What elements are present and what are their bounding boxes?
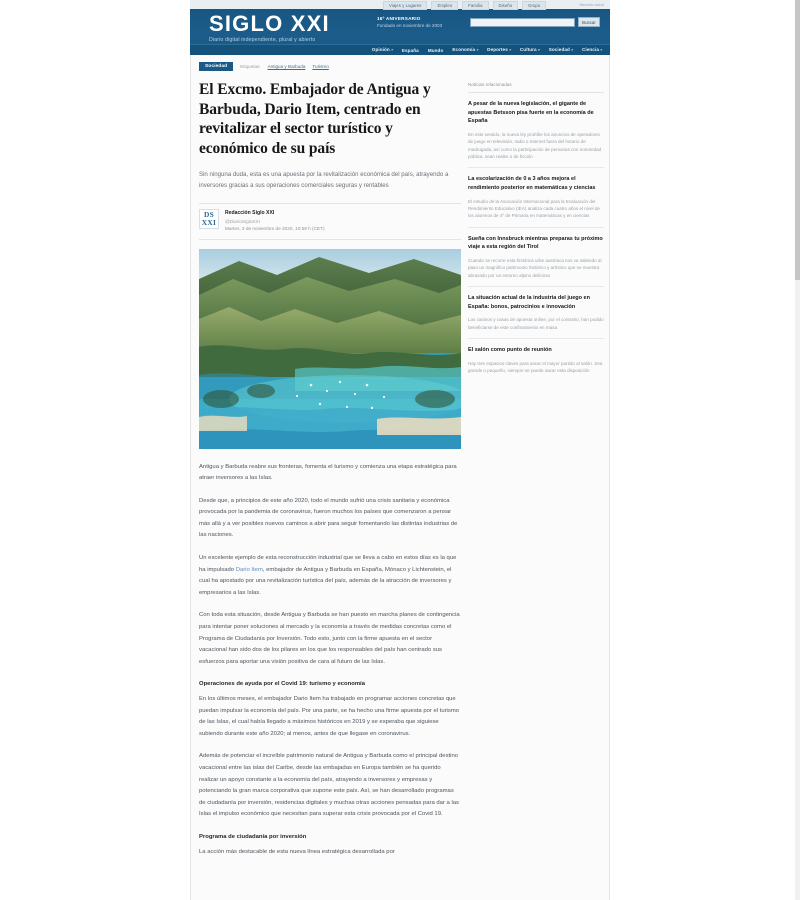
nav-item-cultura[interactable]: Cultura ▾ [519, 47, 540, 52]
anniversary-title: 16º ANIVERSARIO [377, 16, 421, 21]
body-paragraph: La acción más destacable de esta nueva línea estratégica desarrollada por [199, 848, 395, 855]
utility-topbar [190, 0, 610, 9]
site-logo-tagline: Diario digital independiente, plural y abierto [209, 37, 316, 43]
breadcrumb [190, 58, 610, 74]
tag-link-antigua[interactable]: Antigua y Barbuda [267, 63, 306, 69]
related-news-item[interactable] [468, 294, 604, 339]
inline-link-dario-item[interactable]: Dario Item [235, 566, 263, 573]
utility-link-grupo[interactable]: Grupo [522, 1, 546, 10]
article-byline [199, 203, 461, 240]
article-headline: El Excmo. Embajador de Antigua y Barbuda, Dario Item, centrado en revitalizar el sector turístico y económico de su país [199, 81, 431, 157]
related-news-item[interactable] [468, 100, 604, 168]
main-navigation [190, 44, 610, 55]
related-news-title[interactable]: La escolarización de 0 a 3 años mejora el rendimiento posterior en matemáticas y ciencias [468, 176, 596, 191]
related-news-summary: Cuando se recorre esta histórica urbe austriaca nos va saliendo al paso un magnífico patrimonio histórico y artístico que se muestra abrazado por un entorno alpino delicioso [468, 258, 602, 278]
mobile-service-note[interactable]: Servicio móvil [579, 2, 604, 7]
scrollbar-thumb[interactable] [795, 0, 800, 280]
nav-item-sociedad[interactable]: Sociedad ▾ [548, 47, 573, 52]
related-news-title[interactable]: La situación actual de la industria del juego en España: bonos, patrocinios e innovación [468, 295, 590, 310]
related-news-title[interactable]: A pesar de la nueva legislación, el gigante de apuestas Betsson pisa fuerte en la economía de España [468, 101, 594, 125]
page-scrollbar[interactable] [795, 0, 800, 900]
left-gutter [0, 0, 190, 900]
site-logo-title: SIGLO XXI [209, 11, 330, 36]
byline-text [225, 209, 325, 233]
related-news-title[interactable]: Sueña con Innsbruck mientras preparas tu próximo viaje a esta región del Tirol [468, 235, 603, 251]
article-hero-image [199, 249, 461, 449]
sidebar-heading: Noticias relacionadas [468, 80, 604, 93]
utility-link-viajes[interactable]: Viajes y Lugares [383, 1, 427, 10]
author-handle[interactable]: @DiarioSigloXXI [225, 218, 260, 224]
body-paragraph: En los últimos meses, el embajador Dario Item ha trabajado en programar acciones concretas que puedan impulsar la economía del país. Por una parte, se ha hecho una firme apuesta por el turismo de las Islas, el cual había llegado a máximos históricos en 2019 y se esperaba que siguiese subiendo durante este año 2020; al menos, antes de que llegase en coronavirus. [199, 696, 459, 737]
nav-item-opinion[interactable]: Opinión ▾ [371, 47, 393, 52]
body-paragraph: Antigua y Barbuda reabre sus fronteras, fomenta el turismo y comienza una etapa estratégica para atraer inversores a las Islas. [199, 463, 457, 482]
body-paragraph: Desde que, a principios de este año 2020, todo el mundo sufrió una crisis sanitaria y económica provocada por la pandemia de coronavirus, fueron muchos los países que comenzaron a pensar más allá y a ver posibles nuevos caminos a abrir para seguir fomentando las distintas industrias de las naciones. [199, 497, 458, 539]
site-search [470, 17, 600, 27]
related-news-summary: El estudio de la Asociación Internacional para la Evaluación del Rendimiento Educativo (IEA) analiza cada cuatro años el nivel de los alumnos de 4º de Primaria en matemáticas y en ciencias [468, 198, 600, 219]
utility-links [383, 1, 546, 10]
utility-link-familia[interactable]: Familia [462, 1, 488, 10]
site-masthead [190, 0, 610, 55]
body-paragraph: Además de potenciar el increíble patrimonio natural de Antigua y Barbuda como el principal destino vacacional entre las islas del Caribe, desde las embajadas en Europa también se ha querido realizar un apoyo constante a la economía del país, atrayendo a inversores y empresas y potenciando la gran marca corporativa que supone este país. Así, se han desarrollado programas de ciudadanía por inversión, residencias digitales y muchas otras acciones pensadas para dar a las Islas el impulso económico que necesitan para superar esta crisis provocada por el Covid 19. [199, 753, 459, 818]
body-paragraph-with-link [199, 553, 461, 599]
related-news-item[interactable] [468, 235, 604, 287]
publish-date: Martes, 3 de noviembre de 2020, 10:58 h (CET) [225, 226, 325, 231]
nav-item-mundo[interactable]: Mundo [427, 47, 444, 53]
nav-item-deportes[interactable]: Deportes ▾ [487, 47, 511, 52]
related-news-summary: Hay tres espacios claves para sacar el mayor partido al salón. Sea grande o pequeño, siempre se puede sacar esta disposición [468, 360, 603, 374]
avatar-line-2: XXI [201, 218, 217, 227]
paragraph-text-before: Un excelente ejemplo de esta reconstrucción industrial que se lleva a cabo en estos días es la que ha impulsado [199, 555, 457, 573]
search-input[interactable] [470, 18, 575, 27]
related-news-summary: En este sentido, la nueva ley prohíbe los anuncios de operadores de juego en televisión, radio o Internet fuera del horario de madrugada, así como la participación de personas con notoriedad pública, sean reales o de ficción [468, 131, 602, 159]
body-paragraph: Con toda esta situación, desde Antigua y Barbuda se han puesto en marcha planes de contingencia para intentar poner soluciones al mercado y la economía a través de medidas concretas como el Programa de Ciudadanía por Inversión. Todo esto, junto con la firme apuesta en el sector vacacional han sido dos de los pilares en los que los responsables del país han centrado sus esfuerzos para aportar una visión positiva de cara al futuro de las Islas. [199, 612, 460, 665]
nav-item-economia[interactable]: Economía ▾ [452, 47, 479, 52]
avatar-line-1: DS [203, 209, 215, 219]
section-heading-covid: Operaciones de ayuda por el Covid 19: turismo y economía [199, 681, 365, 688]
related-news-summary: Los casinos y casas de apuesta online, por el contrario, han podido beneficiarse de este confinamiento en masa [468, 317, 604, 330]
anniversary-subtitle: Fundado en noviembre de 2003 [377, 23, 443, 28]
section-heading-programa: Programa de ciudadanía por inversión [199, 833, 307, 840]
tag-link-turismo[interactable]: Turismo [312, 63, 329, 69]
author-name[interactable]: Redacción Siglo XXI [225, 210, 275, 216]
related-news-sidebar [468, 80, 604, 389]
article [199, 80, 461, 869]
related-news-title[interactable]: El salón como punto de reunión [468, 347, 552, 354]
avatar[interactable] [199, 209, 219, 229]
paragraph-text-after: , embajador de Antigua y Barbuda en España, Mónaco y Lichtenstein, el cual ha apostado por una revitalización turística del país, además de la atracción de inversores y empresarios a las Islas. [199, 566, 452, 596]
related-news-item[interactable] [468, 175, 604, 227]
article-standfirst: Sin ninguna duda, esta es una apuesta por la revitalización económica del país, atrayendo a inversores gracias a sus operaciones comerciales seguras y rentables [199, 171, 449, 189]
related-news-item[interactable] [468, 346, 604, 381]
site-logo[interactable] [209, 12, 330, 44]
article-body [199, 462, 461, 859]
category-badge[interactable]: Sociedad [199, 62, 233, 71]
nav-item-ciencia[interactable]: Ciencia ▾ [581, 47, 602, 52]
nav-item-espana[interactable]: España [401, 47, 419, 53]
tags-label: Etiquetas: [240, 63, 261, 69]
anniversary-block [377, 16, 442, 29]
right-gutter [610, 0, 800, 900]
search-button[interactable]: Buscar [578, 17, 600, 27]
utility-link-diseno[interactable]: Diseño [493, 1, 519, 10]
utility-link-empleo[interactable]: Empleo [431, 1, 458, 10]
